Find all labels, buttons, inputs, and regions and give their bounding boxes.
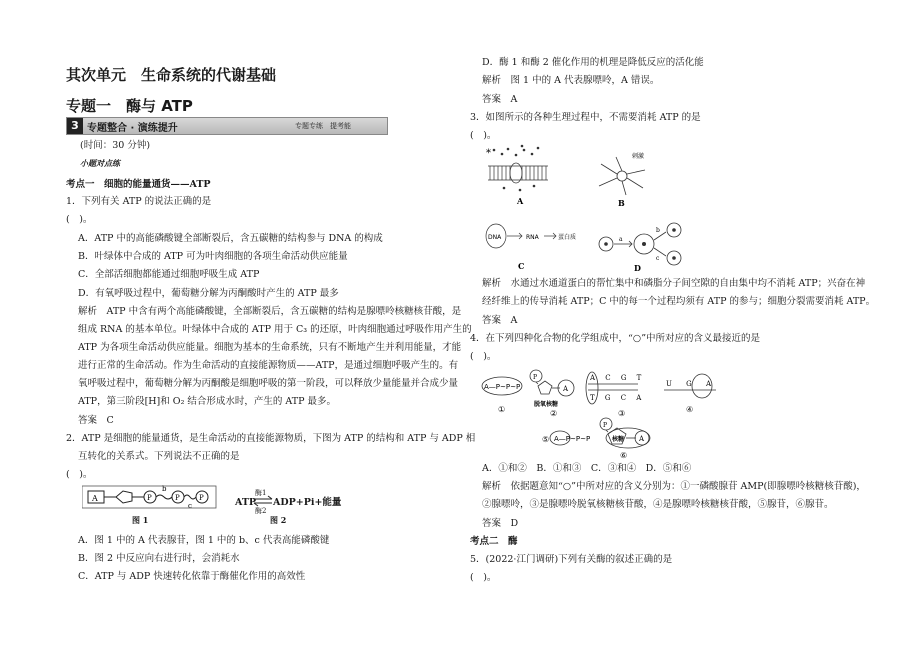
fig2-caption: 图 2 [270,515,287,525]
section-banner [66,117,388,135]
panel-a-membrane [486,145,548,192]
compound-5-formula: A—P~P~P [554,435,591,443]
ribose-pentagon [116,491,132,503]
q3-process-diagram [482,144,682,274]
q1-stem: 1．下列有关 ATP 的说法正确的是 [66,196,212,207]
label-b: B [618,198,625,208]
compound-6-number: ⑥ [620,451,628,460]
dna-label: DNA [488,234,502,241]
label-d: D [634,263,641,273]
compound-2-p: P [533,374,538,381]
q4-paren: ( )。 [470,351,497,362]
compound-2-number: ② [550,409,558,418]
point-2-heading: 考点二 酶 [470,536,518,547]
fig1-p-label: P [175,494,180,502]
panel-d-cell-division [599,223,681,265]
q5-stem: 5．(2022·江门调研)下列有关酶的叙述正确的是 [470,554,673,565]
arrow-a-label: a [619,236,623,243]
panel-b-neuron [599,157,645,195]
arrow-c-label: c [656,255,660,262]
fig2-enzyme2: 酶2 [255,507,267,515]
atp-structure-figure [82,484,222,528]
point-1-heading: 考点一 细胞的能量通货——ATP [66,179,211,190]
q2-stem-2: 互转化的关系式。下列说法不正确的是 [78,451,240,462]
q2-analysis: 解析 图 1 中的 A 代表腺嘌呤，A 错误。 [482,75,660,86]
q2-option-b: B．图 2 中反应向右进行时，会消耗水 [78,553,240,564]
banner-number: 3 [67,118,83,134]
compound-3-number: ③ [618,409,626,418]
compound-6-sugar: 核糖 [612,436,625,443]
q2-option-a: A．图 1 中的 A 代表腺苷，图 1 中的 b、c 代表高能磷酸键 [78,535,330,546]
q1-paren: ( )。 [66,214,93,225]
q1-answer: 答案 C [78,415,114,426]
fig1-caption: 图 1 [132,515,149,525]
compound-2-sugar: 脱氧核糖 [534,401,559,408]
fig1-p-label: P [147,494,152,502]
fig2-enzyme1: 酶1 [255,489,267,497]
q1-option-a: A．ATP 中的高能磷酸键全部断裂后，含五碳糖的结构参与 DNA 的构成 [78,233,383,244]
stimulus-label: 刺激 [632,153,645,160]
compound-2-a: A [563,385,569,393]
q3-analysis-1: 解析 水通过水通道蛋白的帮忙集中和磷脂分子间空隙的自由集中均不消耗 ATP；兴奋在神 [482,278,866,289]
banner-title: 专题整合 · 演练提升 [87,123,178,134]
q2-option-c: C．ATP 与 ADP 快速转化依靠于酶催化作用的高效性 [78,571,306,582]
q4-analysis-1: 解析 依据题意知“○”中所对应的含义分别为：①一磷酸腺苷 AMP(即腺嘌呤核糖核苷酸)， [482,481,866,492]
compound-6-a: A [639,435,645,443]
q4-analysis-2: ②腺嘌呤，③是腺嘌呤脱氧核糖核苷酸，④是腺嘌呤核糖核苷酸，⑤腺苷，⑥腺苷。 [482,499,834,510]
high-energy-bond [156,495,172,499]
q3-analysis-2: 经纤维上的传导消耗 ATP；C 中的每一个过程均须有 ATP 的参与；细胞分裂需要消耗 ATP。 [482,296,876,307]
label-c: C [518,261,525,271]
q1-analysis-4: 进行正常的生命活动。作为生命活动的直接能源物质——ATP，是通过细胞呼吸产生的。有 [78,360,459,371]
compound-5-number: ⑤ [542,435,550,444]
q4-stem: 4．在下列四种化合物的化学组成中，“○”中所对应的含义最接近的是 [470,333,761,344]
q4-options: A．①和② B．①和③ C．③和④ D．⑤和⑥ [482,463,692,474]
q1-analysis-2: 组成 RNA 的基本单位。叶绿体中合成的 ATP 用于 C₃ 的还原，叶肉细胞通过呼吸作用产生的 [78,324,472,335]
high-energy-bond [184,495,196,499]
fig1-b-label: b [162,485,167,493]
fig1-c-label: c [188,502,192,510]
arrow-b-label: b [656,227,660,234]
fig2-rhs: ADP+Pi+能量 [273,497,342,508]
compound-4-number: ④ [686,405,694,414]
q3-paren: ( )。 [470,130,497,141]
compound-6-p: P [603,422,608,429]
subtitle: 小题对点练 [80,158,120,168]
time-note: (时间：30 分钟) [80,140,151,151]
q5-paren: ( )。 [470,572,497,583]
q1-option-d: D．有氧呼吸过程中，葡萄糖分解为丙酮酸时产生的 ATP 最多 [78,288,339,299]
fig1-p-label: P [199,494,204,502]
q2-answer: 答案 A [482,94,518,105]
fig1-a-label: A [92,494,98,503]
q1-analysis-3: ATP 为各项生命活动供应能量。细胞为基本的生命系统，只有不断地产生并利用能量，才能 [78,342,462,353]
q2-option-d: D．酶 1 和酶 2 催化作用的机理是降低反应的活化能 [482,57,704,68]
rna-label: RNA [526,234,539,241]
q4-compounds-diagram [480,366,720,460]
q1-option-c: C．全部活细胞都能通过细胞呼吸生成 ATP [78,269,260,280]
compound-1-number: ① [498,405,506,414]
unit-title: 其次单元 生命系统的代谢基础 [66,66,277,84]
topic-title: 专题一 酶与 ATP [66,97,193,115]
compound-3-top: A C G T [590,374,646,382]
fig2-lhs: ATP [235,497,257,508]
q3-stem: 3．如图所示的各种生理过程中，不需要消耗 ATP 的是 [470,112,701,123]
q1-analysis-1: 解析 ATP 中含有两个高能磷酸键，全部断裂后，含五碳糖的结构是腺嘌呤核糖核苷酸，是 [78,306,462,317]
protein-label: 蛋白质 [558,234,577,241]
compound-4-seq: U G A [666,380,717,388]
compound-3-bottom: T G C A [590,394,646,402]
q1-analysis-6: ATP，第三阶段[H]和 O₂ 结合形成水时，产生的 ATP 最多。 [78,396,337,407]
banner-right: 专题专练 提考能 [295,122,351,130]
q1-option-b: B．叶绿体中合成的 ATP 可为叶肉细胞的各项生命活动供应能量 [78,251,348,262]
q2-stem-1: 2．ATP 是细胞的能量通货，是生命活动的直接能源物质，下图为 ATP 的结构和 ATP 与 ADP 相 [66,433,476,444]
star-mark: * [486,148,491,159]
q2-paren: ( )。 [66,469,93,480]
q3-answer: 答案 A [482,315,518,326]
q4-answer: 答案 D [482,518,519,529]
compound-1-formula: A—P~P~P [484,383,521,391]
label-a: A [517,196,524,206]
q1-analysis-5: 氧呼吸过程中，葡萄糖分解为丙酮酸是细胞呼吸的第一阶段，可以释放少量能量并合成少量 [78,378,459,389]
